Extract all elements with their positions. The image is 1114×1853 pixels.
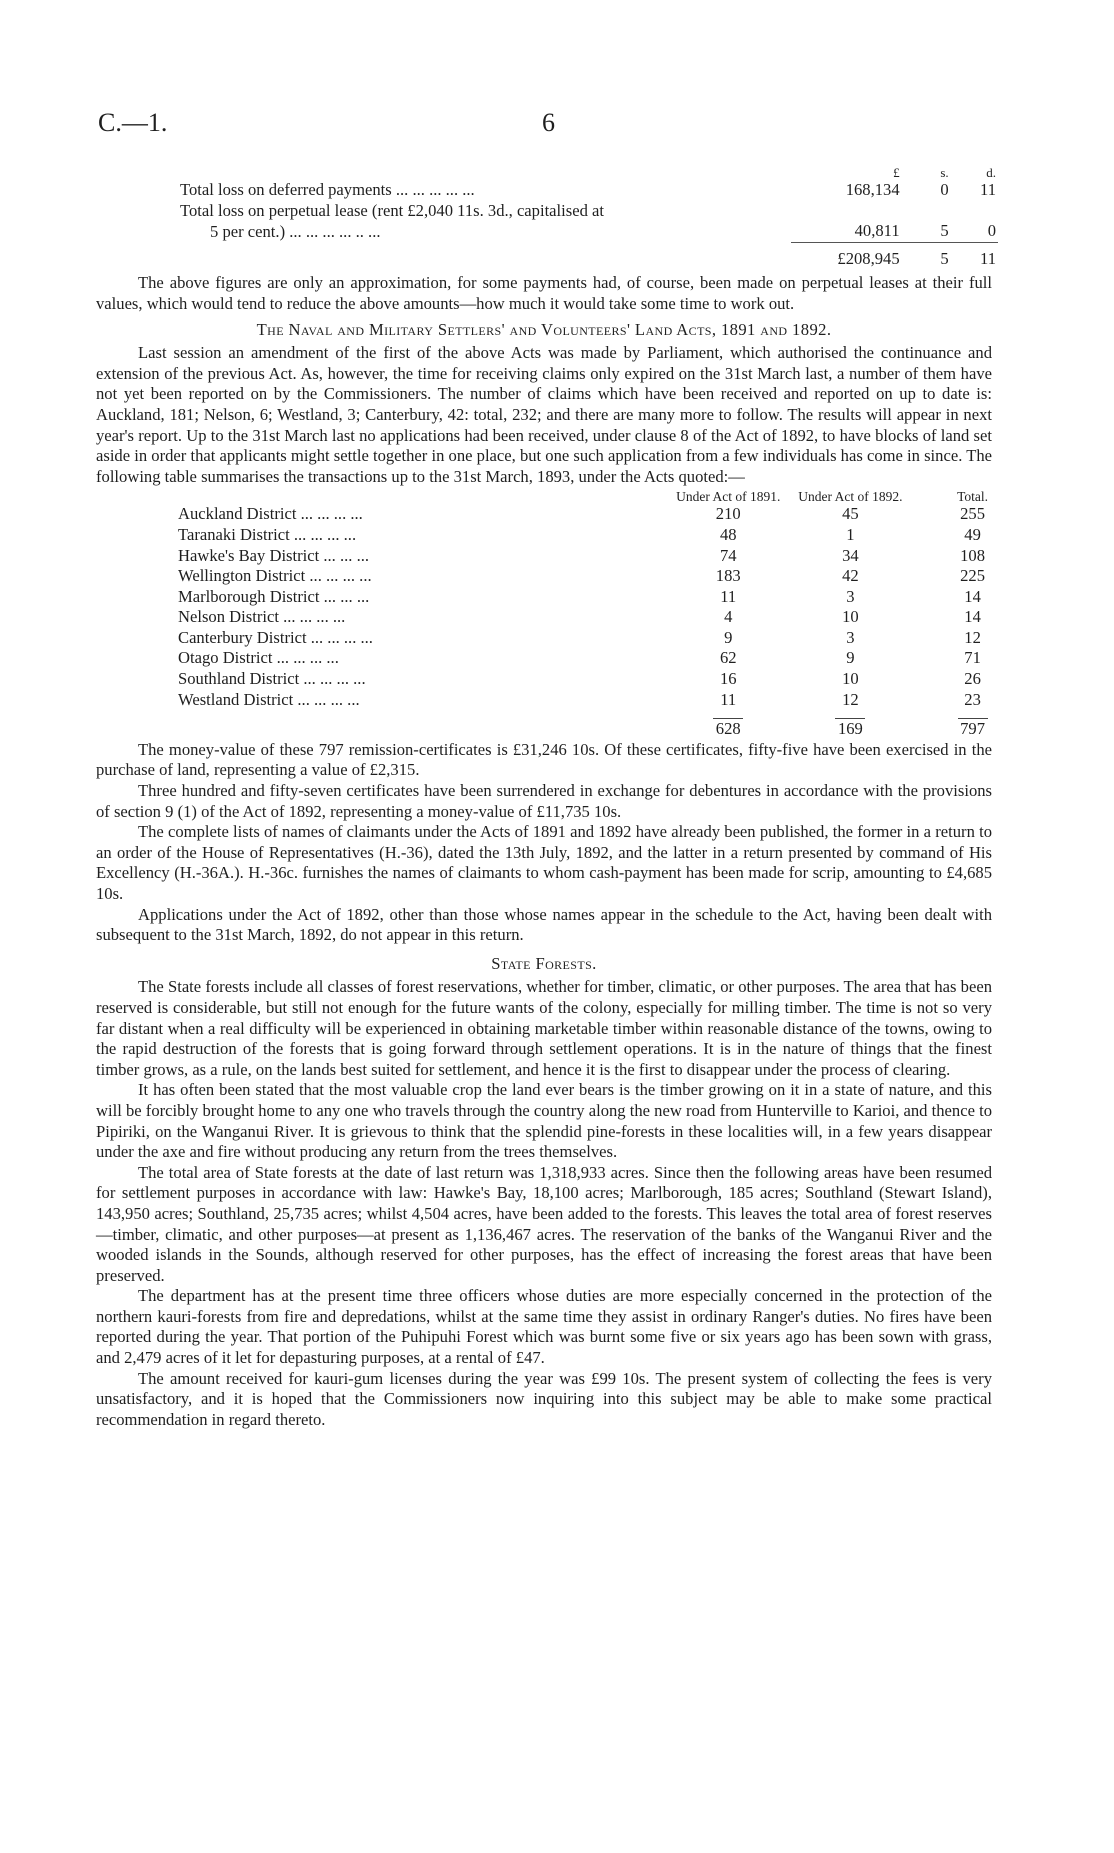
value-total: 225 <box>960 566 985 586</box>
column-header-1892: Under Act of 1892. <box>798 489 903 505</box>
document-code: C.—1. <box>98 108 168 137</box>
value-1892: 10 <box>842 607 859 627</box>
loss-summary-table <box>180 166 998 269</box>
value-1891: 74 <box>719 545 737 565</box>
loss-row-perpetual <box>180 201 998 222</box>
value-1892: 9 <box>846 648 855 668</box>
value-1892: 3 <box>846 586 855 606</box>
value-1892: 45 <box>842 504 859 524</box>
value-total: 255 <box>960 504 985 524</box>
district-name: Taranaki District ... ... ... ... <box>178 524 357 544</box>
value-1891: 48 <box>719 524 737 544</box>
total-pence: 11 <box>949 242 998 269</box>
table-row <box>178 648 1030 669</box>
districts-table <box>178 490 1030 740</box>
district-name: Hawke's Bay District ... ... ... <box>178 545 370 565</box>
loss-shillings: 5 <box>940 221 949 241</box>
table-row <box>178 587 1030 608</box>
value-total: 23 <box>964 689 981 709</box>
value-1891: 16 <box>719 669 737 689</box>
value-total: 26 <box>964 669 981 689</box>
total-shillings: 5 <box>900 242 949 269</box>
units-row <box>180 166 998 180</box>
paragraph-forests-5: The amount received for kauri-gum licenses during the year was £99 10s. The present system of collecting the fees is very unsatisfactory, and it is hoped that the Commissioners now inquiring into this subject may be able to make some practical recommendation in regard thereto. <box>96 1368 992 1429</box>
value-1892: 12 <box>842 689 859 709</box>
loss-pounds: 40,811 <box>854 221 900 241</box>
district-name: Nelson District ... ... ... ... <box>178 607 346 627</box>
loss-label-continued: 5 per cent.) ... ... ... ... .. ... <box>210 221 381 241</box>
table-row <box>178 566 1030 587</box>
loss-row-perpetual-cont <box>180 221 998 242</box>
district-name: Otago District ... ... ... ... <box>178 648 339 668</box>
table-row <box>178 607 1030 628</box>
column-header-total: Total. <box>957 489 989 505</box>
paragraph-applications: Applications under the Act of 1892, other than those whose names appear in the schedule to the Act, having been dealt with subsequent to the 31st March, 1892, do not appear in this return. <box>96 904 992 945</box>
value-1892: 34 <box>842 545 859 565</box>
table-row <box>178 546 1030 567</box>
total-pounds: £208,945 <box>791 242 900 269</box>
value-total: 49 <box>964 524 981 544</box>
district-name: Westland District ... ... ... ... <box>178 689 360 709</box>
loss-label: Total loss on perpetual lease (rent £2,040 11s. 3d., capitalised at <box>180 200 605 220</box>
paragraph-forests-4: The department has at the present time three officers whose duties are more especially concerned in the protection of the northern kauri-forests from fire and depredations, whilst at the same time they assist in ordinary Ranger's duties. No fires have been reported during the year. That portion of the Puhipuhi Forest which was burnt some five or six years ago has been sown with grass, and 2,479 acres of it let for depasturing purposes, at a rental of £47. <box>96 1286 992 1368</box>
value-total: 14 <box>964 607 981 627</box>
grand-total: 797 <box>960 719 985 739</box>
total-1891: 628 <box>715 719 741 739</box>
pounds-unit: £ <box>893 165 900 180</box>
value-1891: 11 <box>720 689 737 709</box>
loss-row-deferred <box>180 180 998 201</box>
value-1891: 62 <box>719 648 737 668</box>
loss-pounds: 168,134 <box>845 180 900 199</box>
value-total: 14 <box>964 586 981 606</box>
shillings-unit: s. <box>940 165 949 180</box>
page-number: 6 <box>542 108 555 137</box>
paragraph-naval-military: Last session an amendment of the first of the above Acts was made by Parliament, which authorised the continuance and extension of the previous Act. As, however, the time for receiving claims only expired on the 31st March last, a number of them have not yet been reported on by the Commissioners. The number of claims which have been received and reported on up to date is: Auckland, 181; Nelson, 6; Westland, 3; Canterbury, 42: total, 232; and there are many more to follow. The results will appear in next year's report. Up to the 31st March last no applications had been received, under clause 8 of the Act of 1892, to have blocks of land set aside in order that applicants might settle together in one place, but one such application from a few individuals has come in since. The following table summarises the transactions up to the 31st March, 1893, under the Acts quoted:— <box>96 343 992 486</box>
districts-table-header <box>178 490 1030 504</box>
section-heading-naval-military: The Naval and Military Settlers' and Volunteers' Land Acts, 1891 and 1892. <box>256 319 832 339</box>
page-body <box>96 165 996 1430</box>
district-name: Canterbury District ... ... ... ... <box>178 627 373 647</box>
value-1892: 10 <box>842 669 859 689</box>
column-header-1891: Under Act of 1891. <box>676 489 781 505</box>
value-1892: 42 <box>842 566 859 586</box>
section-heading-state-forests: State Forests. <box>491 953 597 973</box>
pence-unit: d. <box>986 165 996 180</box>
totals-rule-row <box>178 710 1030 719</box>
total-1892: 169 <box>837 719 863 739</box>
paragraph-approximation: The above figures are only an approximation, for some payments had, of course, been made on perpetual leases at their full values, which would tend to reduce the above amounts—how much it would take some time to work out. <box>96 273 992 313</box>
table-row <box>178 690 1030 711</box>
value-1891: 11 <box>720 586 737 606</box>
table-row <box>178 669 1030 690</box>
value-1891: 210 <box>715 504 741 524</box>
paragraph-forests-2: It has often been stated that the most valuable crop the land ever bears is the timber growing on it in a state of nature, and this will be forcibly brought home to any one who travels through the country along the new road from Hunterville to Karioi, and thence to Pipiriki, on the Wanganui River. It is grievous to think that the splendid pine-forests in these localities will, in a few years disappear under the axe and fire without producing any return from the trees themselves. <box>96 1080 992 1162</box>
value-1891: 9 <box>724 627 733 647</box>
loss-total-row <box>180 242 998 269</box>
value-1891: 4 <box>724 607 733 627</box>
paragraph-forests-3: The total area of State forests at the date of last return was 1,318,933 acres. Since then the following areas have been resumed for settlement purposes in accordance with law: Hawke's Bay, 18,100 acres; Marlborough, 185 acres; Southland (Stewart Island), 143,950 acres; Southland, 25,735 acres; whilst 4,504 acres, have been added to the forests. This leaves the total area of forest reserves—timber, climatic, and other purposes—at present as 1,136,467 acres. The reservation of the banks of the Wanganui River and the wooded islands in the Sounds, although reserved for other purposes, has the effect of increasing the forest areas that have been preserved. <box>96 1162 992 1285</box>
value-total: 108 <box>960 545 985 565</box>
paragraph-forests-1: The State forests include all classes of forest reservations, whether for timber, climatic, or other purposes. The area that has been reserved is considerable, but still not enough for the future wants of the colony, especially for milling timber. The time is not so very far distant when a real difficulty will be experienced in obtaining marketable timber within reasonable distance of the towns, owing to the rapid destruction of the forests that is going forward through settlement operations. It is in the nature of things that the finest timber grows, as a rule, on the lands best suited for settlement, and hence it is the first to disappear under the process of clearing. <box>96 977 992 1079</box>
district-name: Southland District ... ... ... ... <box>178 669 366 689</box>
loss-pence: 11 <box>980 180 996 199</box>
value-1892: 3 <box>846 627 855 647</box>
paragraph-claimant-lists: The complete lists of names of claimants under the Acts of 1891 and 1892 have already been published, the former in a return to an order of the House of Representatives (H.-36), dated the 13th July, 1892, and the latter in a return presented by command of His Excellency (H.-36A.). H.-36c. furnishes the names of claimants to whom cash-payment has been made for scrip, amounting to £4,685 10s. <box>96 822 992 903</box>
loss-shillings: 0 <box>940 180 949 199</box>
loss-pence: 0 <box>987 221 996 241</box>
table-row <box>178 628 1030 649</box>
value-1891: 183 <box>715 566 741 586</box>
totals-row <box>178 719 1030 740</box>
paragraph-surrendered: Three hundred and fifty-seven certificates have been surrendered in exchange for debentures in accordance with the provisions of section 9 (1) of the Act of 1892, representing a money-value of £11,735 10s. <box>96 781 992 821</box>
value-total: 12 <box>964 627 981 647</box>
district-name: Wellington District ... ... ... ... <box>178 566 372 586</box>
loss-label: Total loss on deferred payments ... ... ... ... ... <box>180 180 475 199</box>
district-name: Marlborough District ... ... ... <box>178 586 370 606</box>
value-1892: 1 <box>846 524 855 544</box>
paragraph-money-value: The money-value of these 797 remission-certificates is £31,246 10s. Of these certificates, fifty-five have been exercised in the purchase of land, representing a value of £2,315. <box>96 739 992 780</box>
value-total: 71 <box>964 648 981 668</box>
table-row <box>178 504 1030 525</box>
table-row <box>178 525 1030 546</box>
district-name: Auckland District ... ... ... ... <box>178 504 363 524</box>
